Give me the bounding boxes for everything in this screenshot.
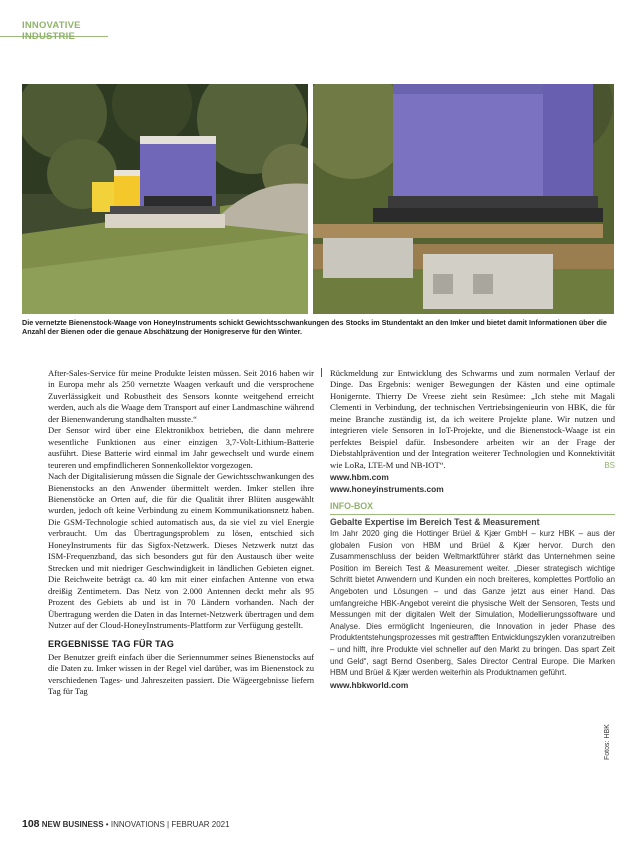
hive-scale-photo [313, 84, 614, 314]
body-paragraph: Der Sensor wird über eine Elektronikbox betrieben, die dann mehrere wesentliche Funktionen aus einer einzigen 3,7-Volt-Lithium-Batterie ausführt. Diese Batterie wird einmal im Jahr gewechselt und wurde einem teureren und empfindlicheren Sonnenkollektor vorgezogen. [48, 425, 314, 470]
link-hbkworld[interactable]: www.hbkworld.com [330, 679, 409, 690]
footer-issue: FEBRUAR 2021 [171, 820, 230, 829]
link-honeyinstruments[interactable]: www.honeyinstruments.com [330, 484, 444, 495]
section-tag-label: INNOVATIVE INDUSTRIE [22, 20, 81, 42]
body-paragraph: Nach der Digitalisierung müssen die Signale der Gewichtsschwankungen des Bienenstocks an den Anwender übermittelt werden. Imker stellen ihre Bienenstöcke an Orten auf, die für die Qualität ihrer Blüten ausgewählt wurden, jedoch oft keine Verbindung zu einem Kommunikationsnetz haben. Die GSM-Technologie schied automatisch aus, da sie viel zu viel Energie verbraucht. Um das Übertragungsproblem zu lösen, entschied sich HoneyInstruments für das Sigfox-Netzwerk. Dieses Netzwerk nutzt das ISM-Frequenzband, das sich besonders gut für den Austausch über weite Strecken und mit niedriger Geschwindigkeit in ländlichen Gebieten eignet. Die Reichweite beträgt ca. 40 km mit einer einfachen Antenne von etwa dreißig Zentimetern. Das Netz von 2.000 Antennen deckt mehr als 95 Prozent des Gebiets ab und ist in 70 Ländern vorhanden. Nach der Übertragung werden die Daten in das Internet-Netzwerk übertragen und dem Nutzer auf der Cloud-HoneyInstruments-Plattform zur Verfügung gestellt. [48, 471, 314, 630]
infobox-label: INFO-BOX [330, 501, 615, 514]
subheading: ERGEBNISSE TAG FÜR TAG [48, 639, 175, 650]
column-divider [321, 368, 322, 377]
body-text: Rückmeldung zur Entwicklung des Schwarms und zum normalen Verlauf der Dinge. Das Ergebnis: weniger Bewegungen der Kästen und eine optimale Honigernte. Thierry De Vreese zieht sein Resümee: „Ich stehe mit Magali Clementi in Verbindung, der technischen Vertriebsingenieurin von HBK, die für meine Branche zuständig ist, da ich weitere Projekte plane. Wir nutzen und integrieren viele Sensoren in IoT-Projekte, und die Bienenstock-Waage ist ein perfektes Beispiel dafür. Insbesondere arbeiten wir an der Frage der Diebstahlprävention und der Integration weiterer Technologien und Konnektivität wie LoRa, LTE-M und NB-IOT“. [330, 368, 615, 470]
infobox-title: Gebalte Expertise im Bereich Test & Measurement [330, 516, 540, 527]
article-right-column [330, 368, 615, 691]
magazine-name: NEW BUSINESS [41, 820, 104, 829]
hive-scale-image [313, 84, 614, 314]
footer-divider: | [167, 820, 170, 829]
beehives-row-photo [22, 84, 308, 314]
infobox-body: Im Jahr 2020 ging die Hottinger Brüel & Kjær GmbH – kurz HBK – aus der globalen Fusion von HBM und Brüel & Kjær hervor. Durch den Zusammenschluss der beiden Weltmarktführer stärkt das Unternehmen seine Position im Bereich Test & Measurement weiter. „Dieser strategisch wichtige Schritt bietet Anwendern und Kunden ein noch breiteres, komplettes Portfolio an Angeboten und Lösungen – und das Ganze jetzt aus einer Hand. Das umfangreiche HBK-Angebot vereint die physische Welt der Sensoren, Tests und Messungen mit der digitalen Welt der Simulation, Modellierungssoftware und Analyse. Dies ermöglicht Ingenieuren, die Innovation in jeder Phase des Produktentstehungsprozesses mit gestrafften Entwicklungszyklen voranzutreiben – und hilft, ihre Produkte viel schneller auf den Markt zu bringen. Das spart Zeit und Geld“, sagt Bernd Osenberg, Sales Director Central Europe. Die Marken HBM und Brüel & Kjær werden weiterhin als Produktnamen geführt. [330, 528, 615, 678]
section-tag [0, 16, 108, 42]
page-footer [22, 818, 230, 830]
photo-caption: Die vernetzte Bienenstock-Waage von HoneyInstruments schickt Gewichtsschwankungen des Stocks im Stundentakt an den Imker und bietet damit Informationen über die Anzahl der Bienen oder die genaue Abschätzung der Honigreserve für den Winter. [22, 318, 607, 336]
photo-credit: Fotos: HBK [604, 724, 611, 760]
footer-separator: • [105, 820, 109, 829]
article-left-column [48, 368, 314, 698]
page-number: 108 [22, 818, 40, 830]
body-paragraph: After-Sales-Service für meine Produkte leisten müssen. Seit 2016 haben wir in Europa mehr als 250 vernetzte Waagen verkauft und die versprochene Zuverlässigkeit und Robustheit des Sensors konnte weitgehend erreicht werden, auch als die Waage dem Transport auf einer Landmaschine während der Bienenwanderung standhalten musste.“ [48, 368, 314, 424]
body-paragraph [330, 368, 615, 471]
beehives-row-image [22, 84, 308, 314]
link-hbm[interactable]: www.hbm.com [330, 472, 389, 483]
footer-section: INNOVATIONS [110, 820, 165, 829]
author-initials: BS [604, 460, 615, 470]
body-paragraph: Der Benutzer greift einfach über die Seriennummer seines Bienenstocks auf die Daten zu. Imker wissen in der Regel viel darüber, was im Bienenstock zu verschiedenen Tages- und Jahreszeiten passiert. Die Wägeergebnisse liefern Tag für Tag [48, 651, 314, 697]
